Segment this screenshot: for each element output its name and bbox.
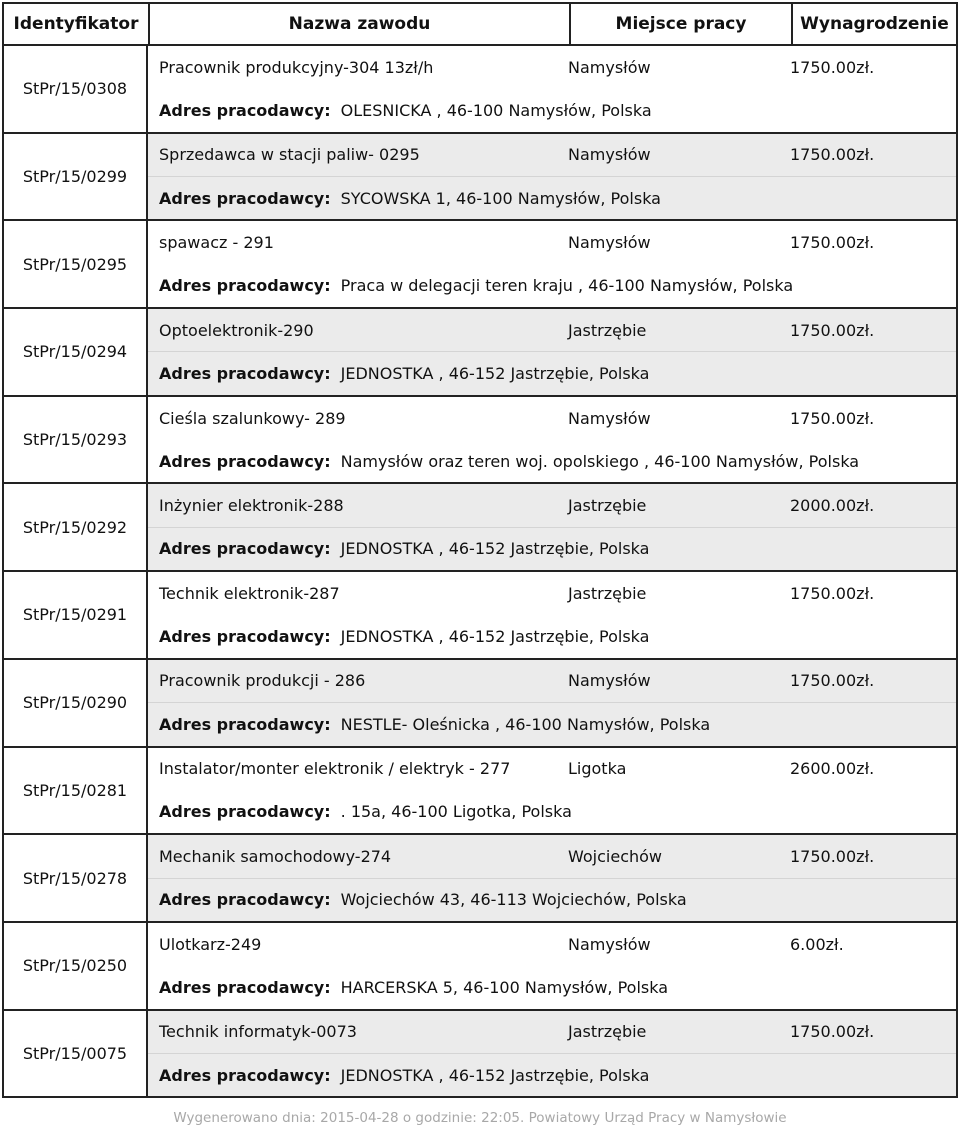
job-title: Sprzedawca w stacji paliw- 0295 (159, 145, 420, 165)
offer-identifier: StPr/15/0292 (2, 484, 148, 570)
header-job-name: Nazwa zawodu (148, 4, 569, 44)
header-salary: Wynagrodzenie (791, 4, 958, 44)
address-label: Adres pracodawcy: (159, 100, 331, 120)
employer-address-line (148, 1054, 956, 1096)
workplace: Namysłów (568, 145, 651, 165)
offer-summary-line (148, 134, 956, 177)
job-title: Ulotkarz-249 (159, 934, 262, 954)
salary: 1750.00zł. (790, 320, 875, 340)
address-label: Adres pracodawcy: (159, 276, 331, 296)
job-title: Mechanik samochodowy-274 (159, 846, 392, 866)
offer-identifier: StPr/15/0299 (2, 134, 148, 220)
offer-details (148, 660, 958, 746)
offer-identifier: StPr/15/0278 (2, 835, 148, 921)
address-value: JEDNOSTKA , 46-152 Jastrzębie, Polska (340, 539, 650, 559)
address-label: Adres pracodawcy: (159, 539, 331, 559)
salary: 1750.00zł. (790, 584, 875, 604)
table-row (2, 134, 958, 222)
address-value: . 15a, 46-100 Ligotka, Polska (340, 802, 572, 822)
salary: 1750.00zł. (790, 671, 875, 691)
workplace: Wojciechów (568, 846, 663, 866)
workplace: Namysłów (568, 934, 651, 954)
offer-summary-line (148, 309, 956, 352)
offer-summary-line (148, 46, 956, 89)
table-row (2, 572, 958, 660)
offer-identifier: StPr/15/0290 (2, 660, 148, 746)
address-label: Adres pracodawcy: (159, 364, 331, 384)
generated-footer: Wygenerowano dnia: 2015-04-28 o godzinie: 22:05. Powiatowy Urząd Pracy w Namysłowie (173, 1110, 787, 1126)
employer-address-line (148, 440, 956, 483)
address-label: Adres pracodawcy: (159, 626, 331, 646)
address-value: Praca w delegacji teren kraju , 46-100 Namysłów, Polska (340, 276, 794, 296)
workplace: Jastrzębie (568, 320, 647, 340)
workplace: Jastrzębie (568, 1022, 647, 1042)
salary: 1750.00zł. (790, 145, 875, 165)
salary: 1750.00zł. (790, 1022, 875, 1042)
employer-address-line (148, 352, 956, 394)
offer-summary-line (148, 1011, 956, 1054)
table-row (2, 309, 958, 397)
workplace: Namysłów (568, 57, 651, 77)
job-title: Optoelektronik-290 (159, 320, 314, 340)
address-label: Adres pracodawcy: (159, 977, 331, 997)
offer-details (148, 484, 958, 570)
job-title: spawacz - 291 (159, 233, 274, 253)
offer-summary-line (148, 572, 956, 615)
job-title: Instalator/monter elektronik / elektryk - 277 (159, 759, 511, 779)
offer-summary-line (148, 748, 956, 791)
offer-identifier: StPr/15/0075 (2, 1011, 148, 1097)
header-identifier: Identyfikator (2, 4, 148, 44)
workplace: Namysłów (568, 408, 651, 428)
address-label: Adres pracodawcy: (159, 1065, 331, 1085)
offer-details (148, 748, 958, 834)
offer-summary-line (148, 484, 956, 527)
salary: 2600.00zł. (790, 759, 875, 779)
offer-identifier: StPr/15/0250 (2, 923, 148, 1009)
offer-identifier: StPr/15/0293 (2, 397, 148, 483)
offer-summary-line (148, 660, 956, 703)
workplace: Jastrzębie (568, 496, 647, 516)
table-row (2, 923, 958, 1011)
address-value: JEDNOSTKA , 46-152 Jastrzębie, Polska (340, 626, 650, 646)
salary: 6.00zł. (790, 934, 844, 954)
address-label: Adres pracodawcy: (159, 451, 331, 471)
offer-details (148, 397, 958, 483)
table-row (2, 748, 958, 836)
salary: 1750.00zł. (790, 846, 875, 866)
offer-summary-line (148, 221, 956, 264)
address-value: HARCERSKA 5, 46-100 Namysłów, Polska (340, 977, 669, 997)
job-title: Cieśla szalunkowy- 289 (159, 408, 346, 428)
table-row (2, 46, 958, 134)
employer-address-line (148, 703, 956, 745)
job-title: Technik informatyk-0073 (159, 1022, 357, 1042)
workplace: Namysłów (568, 671, 651, 691)
workplace: Namysłów (568, 233, 651, 253)
offer-details (148, 923, 958, 1009)
offer-identifier: StPr/15/0294 (2, 309, 148, 395)
address-value: JEDNOSTKA , 46-152 Jastrzębie, Polska (340, 364, 650, 384)
address-label: Adres pracodawcy: (159, 890, 331, 910)
salary: 1750.00zł. (790, 408, 875, 428)
job-title: Inżynier elektronik-288 (159, 496, 344, 516)
address-value: NESTLE- Oleśnicka , 46-100 Namysłów, Polska (340, 714, 711, 734)
address-label: Adres pracodawcy: (159, 188, 331, 208)
table-row (2, 221, 958, 309)
offer-details (148, 46, 958, 132)
table-row (2, 397, 958, 485)
salary: 1750.00zł. (790, 57, 875, 77)
address-value: Namysłów oraz teren woj. opolskiego , 46-100 Namysłów, Polska (340, 451, 860, 471)
employer-address-line (148, 264, 956, 307)
header-workplace: Miejsce pracy (569, 4, 791, 44)
address-value: OLESNICKA , 46-100 Namysłów, Polska (340, 100, 652, 120)
job-title: Pracownik produkcji - 286 (159, 671, 366, 691)
table-row (2, 660, 958, 748)
offer-identifier: StPr/15/0291 (2, 572, 148, 658)
address-value: SYCOWSKA 1, 46-100 Namysłów, Polska (340, 188, 661, 208)
job-table-body (2, 46, 958, 1098)
employer-address-line (148, 528, 956, 570)
job-title: Pracownik produkcyjny-304 13zł/h (159, 57, 434, 77)
table-row (2, 835, 958, 923)
table-header (2, 2, 958, 46)
offer-summary-line (148, 835, 956, 878)
offer-details (148, 835, 958, 921)
offer-summary-line (148, 923, 956, 966)
employer-address-line (148, 177, 956, 219)
offer-summary-line (148, 397, 956, 440)
address-label: Adres pracodawcy: (159, 714, 331, 734)
address-label: Adres pracodawcy: (159, 802, 331, 822)
employer-address-line (148, 879, 956, 921)
salary: 1750.00zł. (790, 233, 875, 253)
employer-address-line (148, 615, 956, 658)
workplace: Jastrzębie (568, 584, 647, 604)
offer-details (148, 134, 958, 220)
employer-address-line (148, 790, 956, 833)
offer-details (148, 309, 958, 395)
address-value: Wojciechów 43, 46-113 Wojciechów, Polska (340, 890, 687, 910)
salary: 2000.00zł. (790, 496, 875, 516)
employer-address-line (148, 89, 956, 132)
job-title: Technik elektronik-287 (159, 584, 340, 604)
offer-identifier: StPr/15/0308 (2, 46, 148, 132)
offer-identifier: StPr/15/0295 (2, 221, 148, 307)
employer-address-line (148, 966, 956, 1009)
table-row (2, 484, 958, 572)
offer-details (148, 572, 958, 658)
offer-details (148, 1011, 958, 1097)
address-value: JEDNOSTKA , 46-152 Jastrzębie, Polska (340, 1065, 650, 1085)
table-row (2, 1011, 958, 1099)
offer-details (148, 221, 958, 307)
workplace: Ligotka (568, 759, 627, 779)
offer-identifier: StPr/15/0281 (2, 748, 148, 834)
